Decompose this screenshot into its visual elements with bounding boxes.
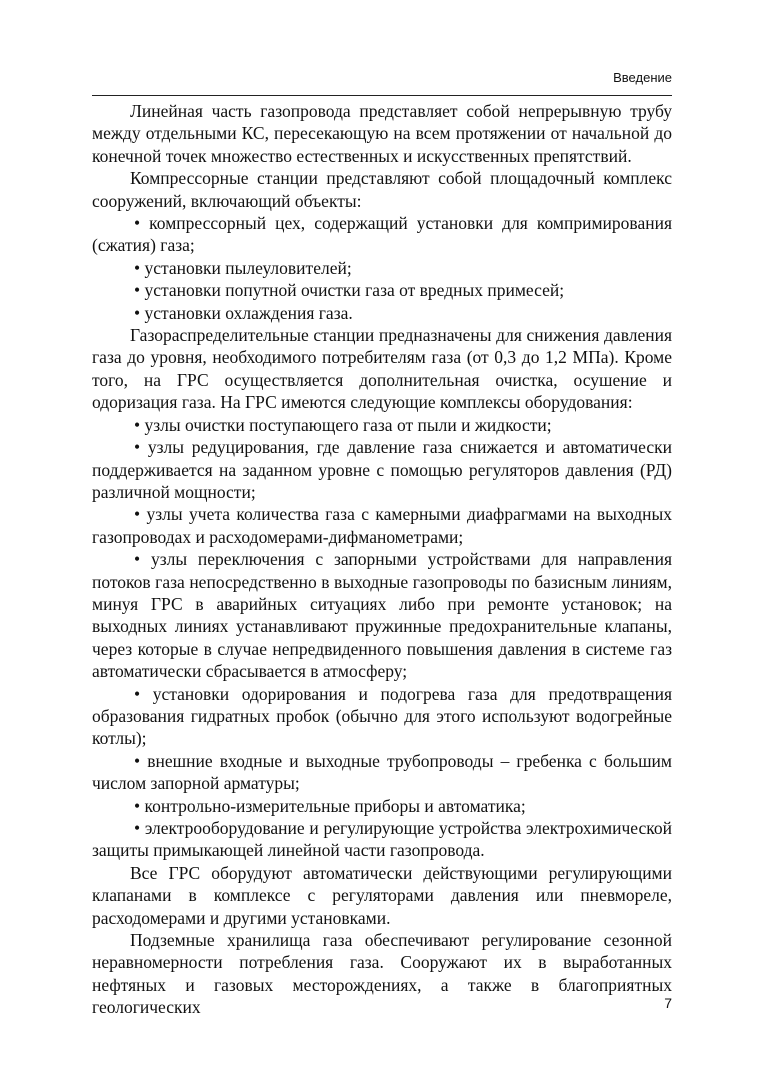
- list-item: • электрооборудование и регулирующие устройства электрохимической защиты примыкающей линейной части газопровода.: [92, 818, 672, 861]
- paragraph-compressor-stations: Компрессорные станции представляют собой площадочный комплекс сооружений, включающий объекты:: [92, 168, 672, 211]
- paragraph-underground-storage: Подземные хранилища газа обеспечивают регулирование сезонной неравномерности потребления газа. Сооружают их в выработанных нефтяных и газовых месторождениях, а также в благоприятных геологических: [92, 930, 672, 1018]
- running-head: Введение: [613, 70, 672, 85]
- page-number: 7: [664, 995, 672, 1011]
- list-item: • установки охлаждения газа.: [134, 302, 353, 323]
- list-item: • узлы очистки поступающего газа от пыли и жидкости;: [134, 414, 552, 435]
- list-item: • узлы переключения с запорными устройствами для направления потоков газа непосредственно в выходные газопроводы по базисным линиям, минуя ГРС в аварийных ситуациях либо при ремонте установок; на выходных линиях устанавливают пружинные предохранительные клапаны, через которые в случае непредвиденного повышения давления в системе газ автоматически сбрасывается в атмосферу;: [92, 549, 672, 682]
- list-item: • узлы учета количества газа с камерными диафрагмами на выходных газопроводах и расходомерами-дифманометрами;: [92, 504, 672, 547]
- list-item: • установки попутной очистки газа от вредных примесей;: [134, 280, 565, 301]
- body-text: [92, 100, 672, 1019]
- list-item: • компрессорный цех, содержащий установки для компримирования (сжатия) газа;: [92, 213, 672, 256]
- header-divider: [92, 95, 672, 96]
- paragraph-linear-part: Линейная часть газопровода представляет собой непрерывную трубу между отдельными КС, пересекающую на всем протяжении от начальной до конечной точек множество естественных и искусственных препятствий.: [92, 101, 672, 166]
- list-item: • узлы редуцирования, где давление газа снижается и автоматически поддерживается на заданном уровне с помощью регуляторов давления (РД) различной мощности;: [92, 437, 672, 502]
- paragraph-grs-equipment: Все ГРС оборудуют автоматически действующими регулирующими клапанами в комплексе с регуляторами давления или пневмореле, расходомерами и другими установками.: [92, 862, 672, 928]
- list-item: • установки пылеуловителей;: [134, 257, 352, 278]
- list-item: • контрольно-измерительные приборы и автоматика;: [134, 795, 526, 816]
- paragraph-gas-distribution-stations: Газораспределительные станции предназначены для снижения давления газа до уровня, необходимого потребителям газа (от 0,3 до 1,2 МПа). Кроме того, на ГРС осуществляется дополнительная очистка, осушение и одоризация газа. На ГРС имеются следующие комплексы оборудования:: [92, 325, 672, 413]
- list-item: • внешние входные и выходные трубопроводы – гребенка с большим числом запорной арматуры;: [92, 750, 672, 794]
- list-item: • установки одорирования и подогрева газа для предотвращения образования гидратных пробок (обычно для этого используют водогрейные котлы);: [92, 683, 672, 749]
